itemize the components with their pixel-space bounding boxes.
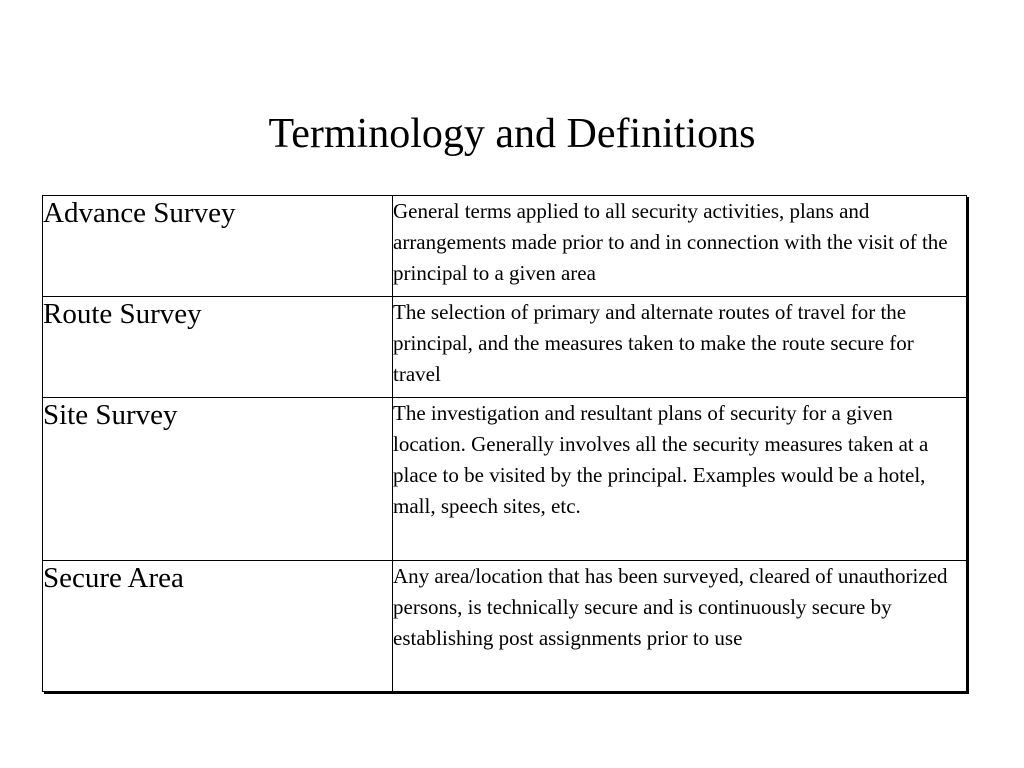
term-cell: Site Survey	[43, 398, 393, 561]
table-row	[43, 196, 967, 297]
table-row	[43, 398, 967, 561]
definition-cell: The selection of primary and alternate routes of travel for the principal, and the measures taken to make the route secure for travel	[393, 297, 967, 398]
terminology-table	[42, 195, 967, 692]
definition-cell: Any area/location that has been surveyed, cleared of unauthorized persons, is technically secure and is continuously secure by establishing post assignments prior to use	[393, 561, 967, 692]
table-row	[43, 297, 967, 398]
table-row	[43, 561, 967, 692]
definition-cell: The investigation and resultant plans of security for a given location. Generally involves all the security measures taken at a place to be visited by the principal. Examples would be a hotel, mall, speech sites, etc.	[393, 398, 967, 561]
term-cell: Advance Survey	[43, 196, 393, 297]
term-cell: Route Survey	[43, 297, 393, 398]
slide-title: Terminology and Definitions	[268, 111, 756, 157]
term-cell: Secure Area	[43, 561, 393, 692]
definition-cell: General terms applied to all security activities, plans and arrangements made prior to and in connection with the visit of the principal to a given area	[393, 196, 967, 297]
